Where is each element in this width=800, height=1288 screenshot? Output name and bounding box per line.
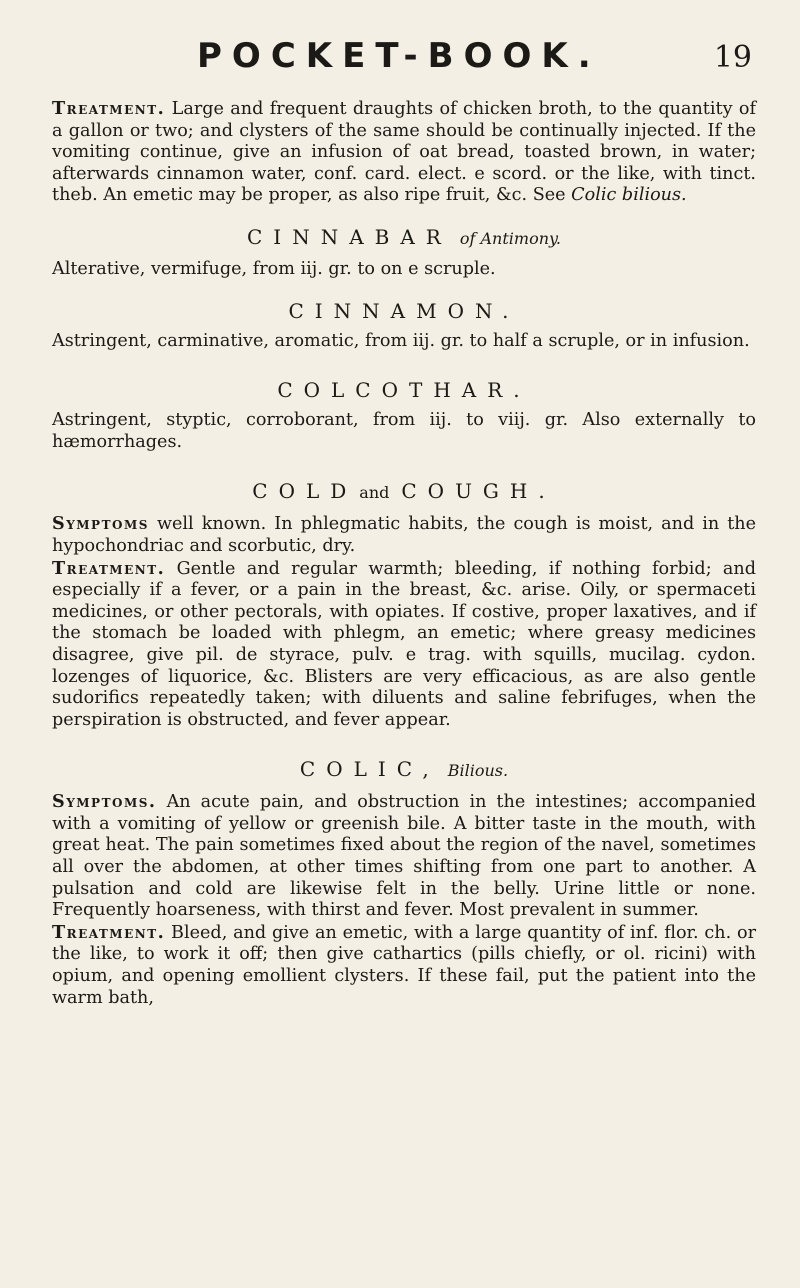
colic-treatment-text: Bleed, and give an emetic, with a large quantity of inf. flor. ch. or the like, to work it off; then give cathartics (pills chiefly, or ol. ricini) with opium, and opening emollient clysters. If these fail, put the patient into the warm bath, [52,922,756,1008]
heading-cinnamon: CINNAMON. [288,298,520,323]
cold-symptoms-label: Symptoms [52,513,149,535]
cinnabar-body: Alterative, vermifuge, from iij. gr. to on e scruple. [52,258,496,279]
entry-heading-colcothar [52,378,756,402]
running-head [52,36,756,98]
cold-treatment-label: Treatment. [52,557,166,579]
treatment-text: Large and frequent draughts of chicken broth, to the quantity of a gallon or two; and clysters of the same should be continually injected. If the vomiting continue, give an infusion of oat bread, toasted brown, in water; afterwards cinnamon water, conf. card. elect. e scord. or the like, with tinct. theb. An emetic may be proper, as also ripe fruit, &c. See [52,99,757,206]
page-number: 19 [713,40,752,75]
colic-symptoms-text: An acute pain, and obstruction in the intestines; accompanied with a vomiting of yellow or greenish bile. A bitter taste in the mouth, with great heat. The pain sometimes fixed about the region of the navel, sometimes all over the abdomen, at other times shifting from one part to another. A pulsation and cold are likewise felt in the belly. Urine little or none. Frequently hoarseness, with thirst and fever. Most prevalent in summer. [52,792,757,921]
heading-cough: COUGH. [401,479,556,504]
entry-heading-cinnabar [52,225,756,251]
colic-treatment-paragraph [52,922,756,1009]
heading-cinnabar-sub: of Antimony. [459,228,561,248]
colcothar-body: Astringent, styptic, corroborant, from iij. to viij. gr. Also externally to hæmorrhages. [52,410,756,452]
cinnamon-body: Astringent, carminative, aromatic, from iij. gr. to half a scruple, or in infusion. [52,330,750,351]
colic-treatment-label: Treatment. [52,921,166,943]
running-title: POCKET-BOOK. [197,36,601,76]
treatment-paragraph [52,98,756,207]
see-reference: Colic bilious. [571,185,687,206]
cold-symptoms-text: well known. In phlegmatic habits, the cough is moist, and in the hypochondriac and scorbutic, dry. [52,514,757,556]
cold-symptoms-paragraph [52,513,756,557]
entry-heading-cold-cough [52,479,756,505]
cold-treatment-text: Gentle and regular warmth; bleeding, if nothing forbid; and especially if a fever, or a pain in the breast, &c. arise. Oily, or spermaceti medicines, or other pectorals, with opiates. If costive, proper laxatives, and if the stomach be loaded with phlegm, an emetic; where greasy medicines disagree, give pil. de styrace, pulv. e trag. with squills, mucilag. cydon. lozenges of liquorice, &c. Blisters are very efficacious, as are also gentle sudorifics repeatedly taken; with diluents and saline febrifuges, when the perspiration is obstructed, and fever appear. [52,558,757,730]
heading-cold: COLD [252,479,358,504]
heading-colic: COLIC, [299,757,440,782]
heading-and: and [359,483,390,503]
heading-colcothar: COLCOTHAR. [277,378,531,403]
cold-treatment-paragraph [52,558,756,732]
heading-cinnabar: CINNABAR [246,224,452,249]
colic-symptoms-label: Symptoms. [52,791,157,813]
heading-colic-sub: Bilious. [447,761,509,781]
entry-heading-cinnamon [52,299,756,323]
colic-symptoms-paragraph [52,791,756,922]
entry-heading-colic [52,757,756,783]
treatment-label: Treatment. [52,98,166,119]
